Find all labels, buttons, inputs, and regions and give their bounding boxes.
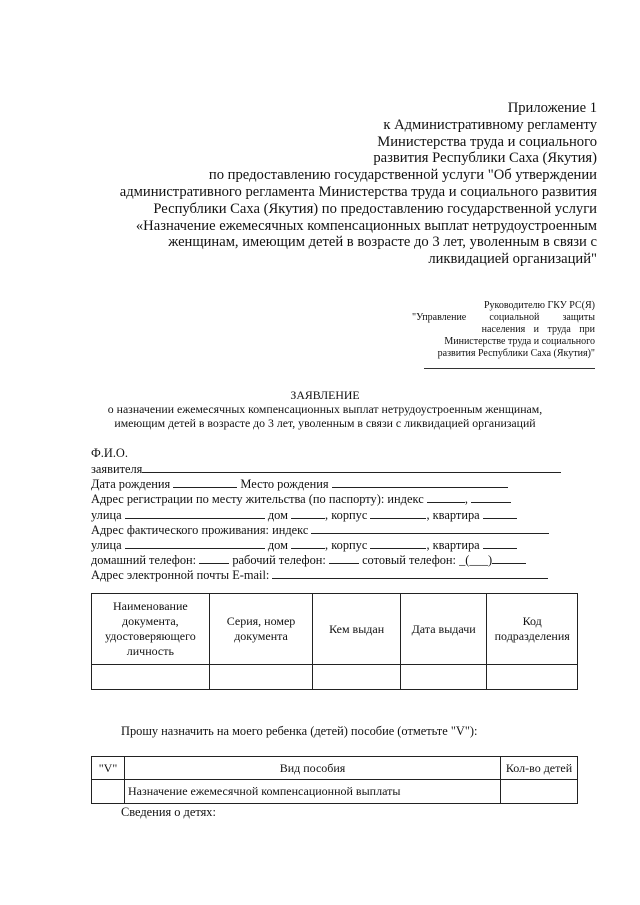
table-header: Код подразделения bbox=[487, 594, 578, 665]
appendix-line: Министерства труда и социального bbox=[377, 133, 597, 150]
title-heading: ЗАЯВЛЕНИЕ bbox=[290, 388, 360, 402]
cell-phone-mask: _(___) bbox=[459, 553, 493, 567]
request-text: Прошу назначить на моего ребенка (детей) пособие (отметьте "V"): bbox=[121, 724, 478, 738]
identity-document-table bbox=[91, 593, 578, 690]
work-phone-field[interactable] bbox=[329, 552, 359, 564]
cell-phone-field[interactable] bbox=[492, 552, 526, 564]
reg-apartment-field[interactable] bbox=[483, 507, 517, 519]
table-header-row bbox=[92, 757, 578, 780]
birth-place-field[interactable] bbox=[332, 476, 508, 488]
cell-phone-label: сотовый телефон: bbox=[362, 553, 456, 567]
addressee-block bbox=[412, 300, 595, 369]
appendix-line: Республики Саха (Якутия) по предоставлению государственной услуги bbox=[153, 200, 597, 217]
email-field[interactable] bbox=[272, 567, 548, 579]
appendix-line: к Административному регламенту bbox=[383, 116, 597, 133]
table-cell[interactable] bbox=[400, 665, 487, 690]
reg-address-row: Адрес регистрации по месту жительства (по паспорту): индекс , bbox=[91, 491, 511, 507]
appendix-line: административного регламента Министерства труда и социального развития bbox=[119, 183, 597, 200]
reg-index-field[interactable] bbox=[427, 491, 465, 503]
addressee-line: развития Республики Саха (Якутия)" bbox=[437, 348, 595, 359]
actual-address-label: Адрес фактического проживания: индекс bbox=[91, 523, 309, 537]
actual-address-row bbox=[91, 522, 549, 538]
table-header: Кол-во детей bbox=[501, 757, 578, 780]
checkbox-cell[interactable] bbox=[92, 780, 125, 804]
addressee-line: Министерстве труда и социального bbox=[444, 336, 595, 347]
street-label: улица bbox=[91, 538, 122, 552]
actual-building-field[interactable] bbox=[370, 537, 426, 549]
apartment-label: , квартира bbox=[426, 508, 480, 522]
table-header: Кем выдан bbox=[313, 594, 401, 665]
reg-index-extra-field[interactable] bbox=[471, 491, 511, 503]
reg-street-field[interactable] bbox=[125, 507, 265, 519]
street-label: улица bbox=[91, 508, 122, 522]
reg-building-field[interactable] bbox=[370, 507, 426, 519]
appendix-line: «Назначение ежемесячных компенсационных выплат нетрудоустроенным bbox=[135, 217, 597, 234]
birth-row bbox=[91, 476, 508, 492]
table-header: Наименование документа, удостоверяющего личность bbox=[92, 594, 210, 665]
reg-house-field[interactable] bbox=[291, 507, 325, 519]
table-header: "V" bbox=[92, 757, 125, 780]
actual-address-field[interactable] bbox=[311, 522, 549, 534]
applicant-row bbox=[91, 461, 561, 477]
benefit-table bbox=[91, 756, 578, 804]
actual-house-field[interactable] bbox=[291, 537, 325, 549]
table-row bbox=[92, 780, 578, 804]
building-label: , корпус bbox=[325, 508, 368, 522]
appendix-line: Приложение 1 bbox=[507, 100, 597, 116]
birth-date-field[interactable] bbox=[173, 476, 237, 488]
addressee-line: населения и труда при bbox=[481, 324, 595, 335]
apartment-label: , квартира bbox=[426, 538, 480, 552]
phones-row bbox=[91, 552, 526, 568]
actual-street-row bbox=[91, 537, 517, 553]
table-cell[interactable] bbox=[487, 665, 578, 690]
reg-address-label: Адрес регистрации по месту жительства (по паспорту): индекс bbox=[91, 492, 424, 506]
appendix-line: по предоставлению государственной услуги "Об утверждении bbox=[208, 167, 597, 184]
applicant-label: заявителя bbox=[91, 462, 143, 476]
benefit-type-cell: Назначение ежемесячной компенсационной выплаты bbox=[125, 780, 501, 804]
appendix-block bbox=[120, 100, 597, 268]
title-line: о назначении ежемесячных компенсационных выплат нетрудоустроенным женщинам, bbox=[107, 402, 543, 416]
home-phone-field[interactable] bbox=[199, 552, 229, 564]
email-label: Адрес электронной почты E-mail: bbox=[91, 568, 270, 582]
reg-street-row bbox=[91, 507, 517, 523]
applicant-name-field[interactable] bbox=[142, 461, 561, 473]
birth-date-label: Дата рождения bbox=[91, 477, 171, 491]
table-cell[interactable] bbox=[92, 665, 210, 690]
home-phone-label: домашний телефон: bbox=[91, 553, 197, 567]
birth-place-label: Место рождения bbox=[240, 477, 329, 491]
table-header: Вид пособия bbox=[125, 757, 501, 780]
statement-title bbox=[60, 388, 590, 430]
fio-label: Ф.И.О. bbox=[91, 446, 128, 460]
actual-apartment-field[interactable] bbox=[483, 537, 517, 549]
appendix-line: женщинам, имеющим детей в возрасте до 3 лет, уволенным в связи с bbox=[168, 234, 597, 251]
table-cell[interactable] bbox=[313, 665, 401, 690]
actual-street-field[interactable] bbox=[125, 537, 265, 549]
children-count-cell[interactable] bbox=[501, 780, 578, 804]
email-row bbox=[91, 567, 548, 583]
appendix-line: ликвидацией организаций" bbox=[428, 251, 597, 268]
addressee-line: Руководителю ГКУ РС(Я) bbox=[483, 300, 595, 311]
signature-line bbox=[424, 368, 595, 369]
work-phone-label: рабочий телефон: bbox=[232, 553, 326, 567]
house-label: дом bbox=[267, 508, 288, 522]
house-label: дом bbox=[267, 538, 288, 552]
table-cell[interactable] bbox=[209, 665, 313, 690]
table-header-row bbox=[92, 594, 578, 665]
addressee-line: "Управление социальной защиты bbox=[412, 312, 595, 323]
table-header: Дата выдачи bbox=[400, 594, 487, 665]
table-header: Серия, номер документа bbox=[209, 594, 313, 665]
table-row bbox=[92, 665, 578, 690]
children-info-label: Сведения о детях: bbox=[121, 805, 216, 819]
title-line: имеющим детей в возрасте до 3 лет, уволенным в связи с ликвидацией организаций bbox=[114, 416, 536, 430]
building-label: , корпус bbox=[325, 538, 368, 552]
appendix-line: развития Республики Саха (Якутия) bbox=[373, 150, 597, 167]
